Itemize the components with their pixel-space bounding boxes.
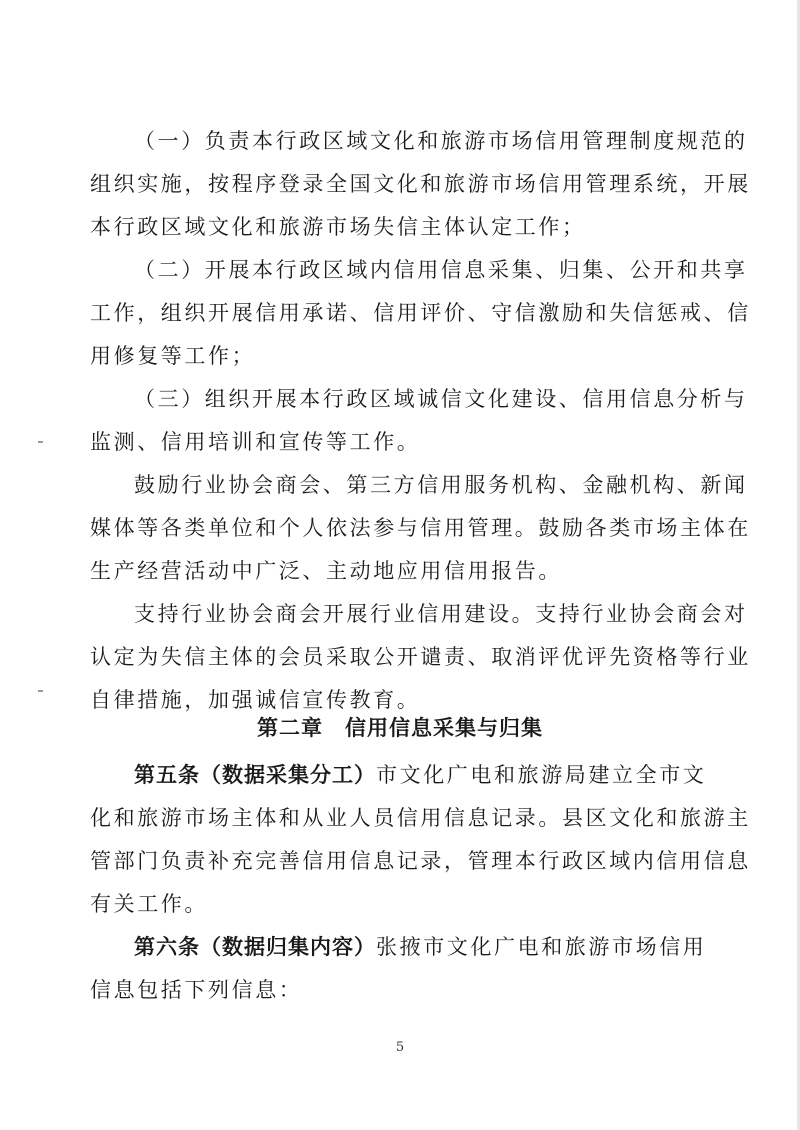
paragraph-line: 化和旅游市场主体和从业人员信用信息记录。县区文化和旅游主	[90, 806, 751, 830]
paragraph-line: 组织实施，按程序登录全国文化和旅游市场信用管理系统，开展	[90, 172, 751, 196]
paragraph-line: 认定为失信主体的会员采取公开谴责、取消评优评先资格等行业	[90, 645, 751, 669]
article-heading: 第六条（数据归集内容）	[134, 935, 376, 959]
paragraph-line: （三）组织开展本行政区域诚信文化建设、信用信息分析与	[134, 387, 748, 411]
chapter-title: 第二章 信用信息采集与归集	[257, 716, 543, 740]
article-text: 市文化广电和旅游局建立全市文	[376, 763, 707, 787]
paragraph-line: （一）负责本行政区域文化和旅游市场信用管理制度规范的	[134, 129, 748, 153]
article-first-line	[134, 760, 720, 790]
paragraph-line: 监测、信用培训和宣传等工作。	[90, 430, 421, 454]
article-text: 张掖市文化广电和旅游市场信用	[376, 935, 707, 959]
paragraph-line: 鼓励行业协会商会、第三方信用服务机构、金融机构、新闻	[134, 473, 748, 497]
paragraph-line: 信息包括下列信息：	[90, 978, 303, 1002]
paragraph-line: 本行政区域文化和旅游市场失信主体认定工作；	[90, 215, 586, 239]
article-heading: 第五条（数据采集分工）	[134, 763, 376, 787]
paragraph-line: 自律措施，加强诚信宣传教育。	[90, 688, 421, 712]
paragraph-line: 用修复等工作；	[90, 344, 256, 368]
page-number: 5	[395, 1040, 405, 1055]
paragraph-line: 工作，组织开展信用承诺、信用评价、守信激励和失信惩戒、信	[90, 301, 751, 325]
article-first-line	[134, 932, 720, 962]
paragraph-line: 有关工作。	[90, 892, 208, 916]
paragraph-line: 管部门负责补充完善信用信息记录，管理本行政区域内信用信息	[90, 849, 751, 873]
paragraph-line: 生产经营活动中广泛、主动地应用信用报告。	[90, 559, 562, 583]
paragraph-line: 支持行业协会商会开展行业信用建设。支持行业协会商会对	[134, 602, 748, 626]
scan-mark	[38, 441, 43, 443]
paragraph-line: （二）开展本行政区域内信用信息采集、归集、公开和共享	[134, 258, 748, 282]
paragraph-line: 媒体等各类单位和个人依法参与信用管理。鼓励各类市场主体在	[90, 516, 751, 540]
scan-mark	[38, 690, 43, 692]
